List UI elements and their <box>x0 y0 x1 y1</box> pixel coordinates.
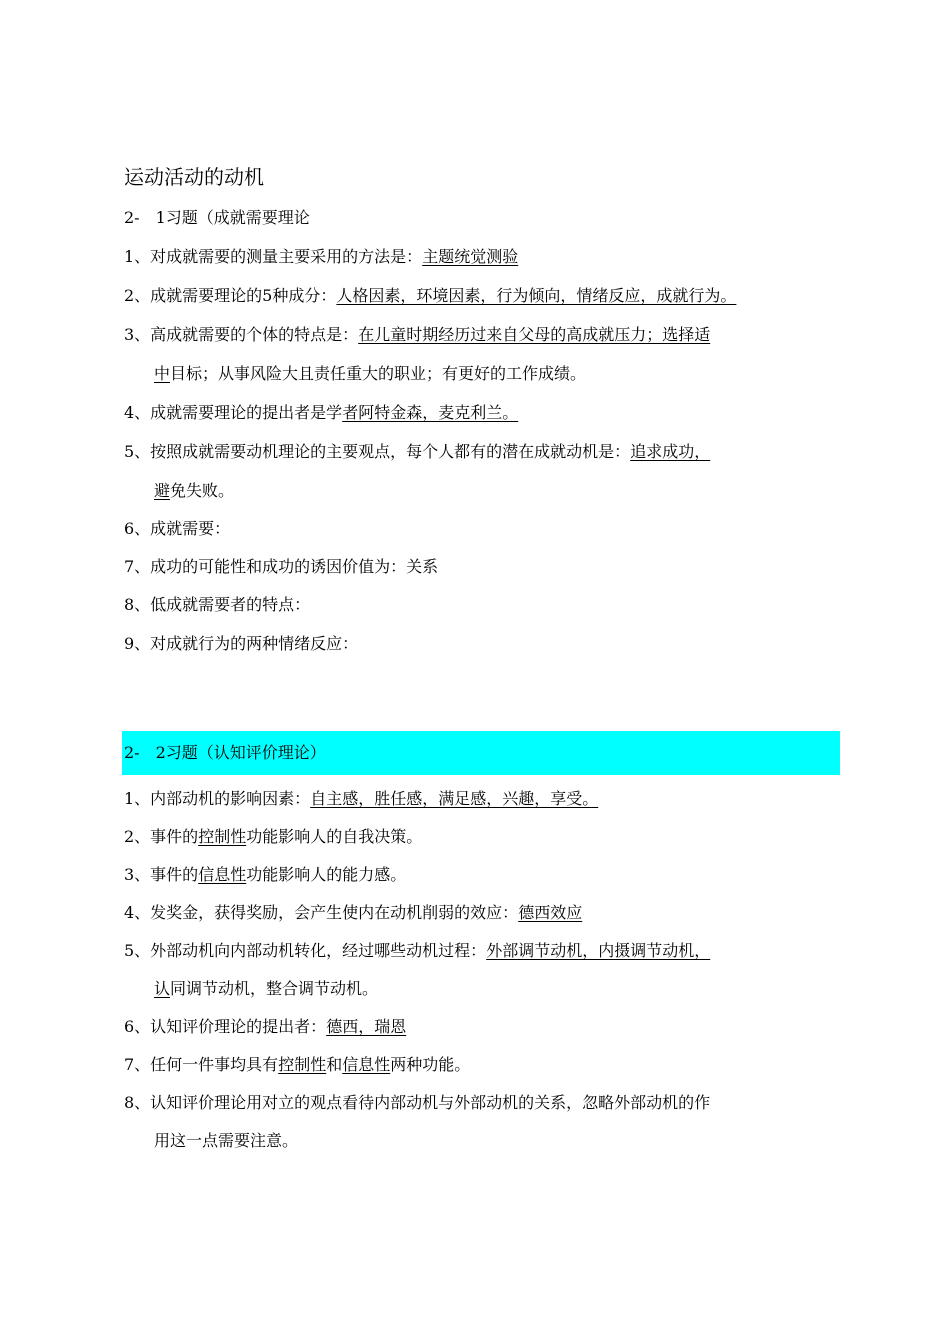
s2-question-7 <box>124 1052 470 1078</box>
question-text: 6、认知评价理论的提出者： <box>124 1017 327 1036</box>
s1-question-5 <box>124 439 710 465</box>
question-text: 1、对成就需要的测量主要采用的方法是： <box>124 247 423 266</box>
s2-question-4 <box>124 900 582 926</box>
question-text: 两种功能。 <box>390 1055 471 1074</box>
s2-question-8: 8、认知评价理论用对立的观点看待内部动机与外部动机的关系，忽略外部动机的作 <box>124 1093 711 1112</box>
answer-underlined: 控制性 <box>198 827 247 846</box>
section2-heading: 2- 2习题（认知评价理论） <box>124 743 326 762</box>
s2-question-1 <box>124 786 598 812</box>
answer-underlined: 外部调节动机，内摄调节动机， <box>486 941 711 960</box>
s2-question-5-continued <box>154 976 378 1002</box>
s1-question-8: 8、低成就需要者的特点： <box>124 595 311 614</box>
answer-underlined: 认 <box>154 979 171 998</box>
question-text: 2、事件的 <box>124 827 199 846</box>
answer-underlined: 信息性 <box>198 865 247 884</box>
answer-underlined: 中 <box>154 364 171 383</box>
section1-heading: 2- 1习题（成就需要理论 <box>124 208 310 227</box>
s1-question-4 <box>124 400 518 426</box>
s1-question-5-continued <box>154 478 234 504</box>
question-text: 5、外部动机向内部动机转化，经过哪些动机过程： <box>124 941 487 960</box>
question-text: 和 <box>326 1055 343 1074</box>
question-text: 5、按照成就需要动机理论的主要观点，每个人都有的潜在成就动机是： <box>124 442 631 461</box>
answer-underlined: 在儿童时期经历过来自父母的高成就压力；选择适 <box>358 325 711 344</box>
s2-question-2 <box>124 824 422 850</box>
answer-underlined: 德西效应 <box>518 903 583 922</box>
section2-heading-highlight <box>122 731 840 775</box>
question-text: 功能影响人的自我决策。 <box>246 827 423 846</box>
answer-text: 同调节动机，整合调节动机。 <box>170 979 379 998</box>
s1-question-3 <box>124 322 710 348</box>
answer-underlined: 人格因素，环境因素，行为倾向，情绪反应，成就行为。 <box>336 286 737 305</box>
answer-text: 免失败。 <box>170 481 235 500</box>
s2-question-6 <box>124 1014 406 1040</box>
s1-question-6: 6、成就需要： <box>124 519 231 538</box>
s1-question-9: 9、对成就行为的两种情绪反应： <box>124 634 359 653</box>
question-text: 功能影响人的能力感。 <box>246 865 407 884</box>
answer-underlined: 追求成功， <box>630 442 711 461</box>
answer-underlined: 德西，瑞恩 <box>326 1017 407 1036</box>
document-title: 运动活动的动机 <box>124 165 264 189</box>
s2-question-3 <box>124 862 406 888</box>
answer-text: 目标；从事风险大且责任重大的职业；有更好的工作成绩。 <box>170 364 587 383</box>
s1-question-1 <box>124 244 518 270</box>
question-text: 3、事件的 <box>124 865 199 884</box>
question-text: 4、发奖金，获得奖励，会产生使内在动机削弱的效应： <box>124 903 519 922</box>
answer-underlined: 者阿特金森，麦克利兰。 <box>342 403 519 422</box>
s2-question-8-continued: 用这一点需要注意。 <box>154 1131 299 1150</box>
answer-underlined: 自主感，胜任感，满足感，兴趣，享受。 <box>310 789 599 808</box>
answer-underlined: 信息性 <box>342 1055 391 1074</box>
question-text: 7、任何一件事均具有 <box>124 1055 279 1074</box>
s1-question-3-continued <box>154 361 586 387</box>
s1-question-7: 7、成功的可能性和成功的诱因价值为：关系 <box>124 557 439 576</box>
answer-underlined: 主题统觉测验 <box>422 247 519 266</box>
s2-question-5 <box>124 938 710 964</box>
answer-underlined: 避 <box>154 481 171 500</box>
question-text: 1、内部动机的影响因素： <box>124 789 311 808</box>
question-text: 2、成就需要理论的5种成分： <box>124 286 337 305</box>
question-text: 4、成就需要理论的提出者是学 <box>124 403 343 422</box>
answer-underlined: 控制性 <box>278 1055 327 1074</box>
question-text: 3、高成就需要的个体的特点是： <box>124 325 359 344</box>
s1-question-2 <box>124 283 736 309</box>
